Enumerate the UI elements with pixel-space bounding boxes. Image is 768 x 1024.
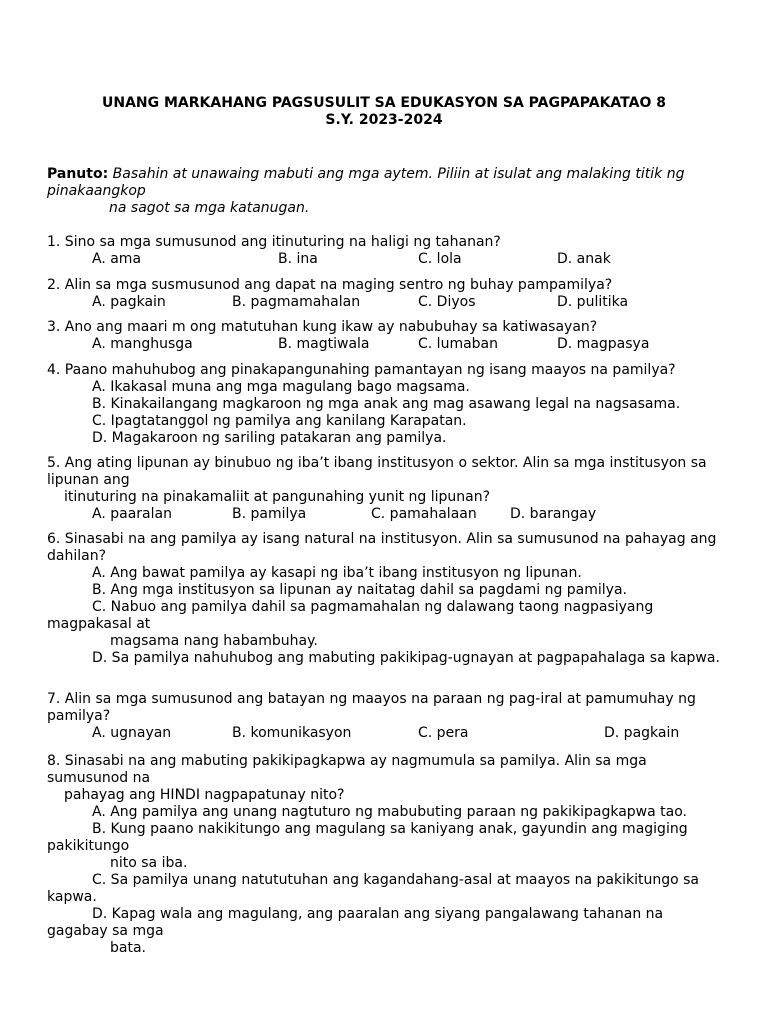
exam-header — [0, 95, 768, 129]
option-a: A. ama — [92, 251, 142, 267]
instructions-text-1: Basahin at unawaing mabuti ang mga aytem. Piliin at isulat ang malaking titik ng pinakaangkop — [47, 166, 685, 199]
option-b: B. ina — [278, 251, 318, 267]
option-d: D. anak — [557, 251, 611, 267]
question-text: 3. Ano ang maari m ong matutuhan kung ikaw ay nabubuhay sa katiwasayan? — [47, 319, 598, 335]
question-8 — [47, 753, 727, 957]
options-row — [47, 251, 727, 268]
option-b: B. pagmamahalan — [232, 294, 361, 310]
option-b: B. pamilya — [232, 506, 307, 522]
option-d: D. Magakaroon ng sariling patakaran ang pamilya. — [92, 430, 447, 446]
option-c: C. Sa pamilya unang natututuhan ang kagandahang-asal at maayos na pakikitungo sa kapwa. — [47, 872, 700, 905]
option-a: A. Ang bawat pamilya ay kasapi ng iba’t ibang institusyon ng lipunan. — [92, 565, 582, 581]
option-c: C. Nabuo ang pamilya dahil sa pagmamahalan ng dalawang taong nagpasiyang magpakasal at — [47, 599, 654, 632]
exam-title: UNANG MARKAHANG PAGSUSULIT SA EDUKASYON SA PAGPAPAKATAO 8 — [102, 95, 666, 111]
option-b: B. magtiwala — [278, 336, 370, 352]
question-5 — [47, 455, 727, 523]
question-text: 2. Alin sa mga susmusunod ang dapat na maging sentro ng buhay pampamilya? — [47, 277, 613, 293]
question-text: 6. Sinasabi na ang pamilya ay isang natural na institusyon. Alin sa sumusunod na pahayag ang dahilan? — [47, 531, 717, 564]
option-c: C. pera — [418, 725, 469, 741]
option-d-continued: bata. — [110, 940, 146, 956]
instructions-text-2: na sagot sa mga katanugan. — [109, 200, 310, 216]
question-4 — [47, 362, 727, 447]
question-text: 4. Paano mahuhubog ang pinakapangunahing pamantayan ng isang maayos na pamilya? — [47, 362, 676, 378]
question-text: 5. Ang ating lipunan ay binubuo ng iba’t ibang institusyon o sektor. Alin sa mga institusyon sa lipunan ang — [47, 455, 707, 488]
question-1 — [47, 234, 727, 268]
options-row — [47, 336, 727, 353]
option-c: C. pamahalaan — [371, 506, 477, 522]
instructions — [47, 166, 727, 217]
school-year: S.Y. 2023-2024 — [325, 112, 443, 128]
question-6 — [47, 531, 727, 667]
option-c-continued: magsama nang habambuhay. — [110, 633, 318, 649]
option-b: B. komunikasyon — [232, 725, 352, 741]
question-7 — [47, 691, 727, 742]
question-text-continued: itinuturing na pinakamaliit at pangunahing yunit ng lipunan? — [64, 489, 491, 505]
options-row — [47, 506, 727, 523]
option-a: A. pagkain — [92, 294, 166, 310]
question-text: 1. Sino sa mga sumusunod ang itinuturing na haligi ng tahanan? — [47, 234, 501, 250]
option-d: D. barangay — [510, 506, 597, 522]
question-text: 7. Alin sa mga sumusunod ang batayan ng maayos na paraan ng pag-iral at pamumuhay ng pamilya? — [47, 691, 696, 724]
question-text: 8. Sinasabi na ang mabuting pakikipagkapwa ay nagmumula sa pamilya. Alin sa mga sumusunod na — [47, 753, 647, 786]
option-a: A. Ikakasal muna ang mga magulang bago magsama. — [92, 379, 470, 395]
option-d: D. Sa pamilya nahuhubog ang mabuting pakikipag-ugnayan at pagpapahalaga sa kapwa. — [92, 650, 720, 666]
option-d: D. magpasya — [557, 336, 650, 352]
option-d: D. Kapag wala ang magulang, ang paaralan ang siyang pangalawang tahanan na gagabay sa mga — [47, 906, 664, 939]
option-a: A. manghusga — [92, 336, 193, 352]
option-a: A. paaralan — [92, 506, 172, 522]
option-c: C. lumaban — [418, 336, 498, 352]
option-b: B. Kinakailangang magkaroon ng mga anak ang mag asawang legal na nagsasama. — [92, 396, 681, 412]
question-2 — [47, 277, 727, 311]
option-d: D. pagkain — [604, 725, 680, 741]
option-c: C. lola — [418, 251, 462, 267]
option-c: C. Ipagtatanggol ng pamilya ang kanilang Karapatan. — [92, 413, 467, 429]
option-c: C. Diyos — [418, 294, 476, 310]
options-row — [47, 725, 727, 742]
option-b: B. Ang mga institusyon sa lipunan ay naitatag dahil sa pagdami ng pamilya. — [92, 582, 627, 598]
question-3 — [47, 319, 727, 353]
option-a: A. ugnayan — [92, 725, 172, 741]
option-b-continued: nito sa iba. — [110, 855, 188, 871]
option-a: A. Ang pamilya ang unang nagtuturo ng mabubuting paraan ng pakikipagkapwa tao. — [92, 804, 687, 820]
instructions-label: Panuto: — [47, 166, 109, 182]
option-d: D. pulitika — [557, 294, 629, 310]
option-b: B. Kung paano nakikitungo ang magulang sa kaniyang anak, gayundin ang magiging pakikitungo — [47, 821, 688, 854]
question-text-continued: pahayag ang HINDI nagpapatunay nito? — [64, 787, 345, 803]
options-row — [47, 294, 727, 311]
